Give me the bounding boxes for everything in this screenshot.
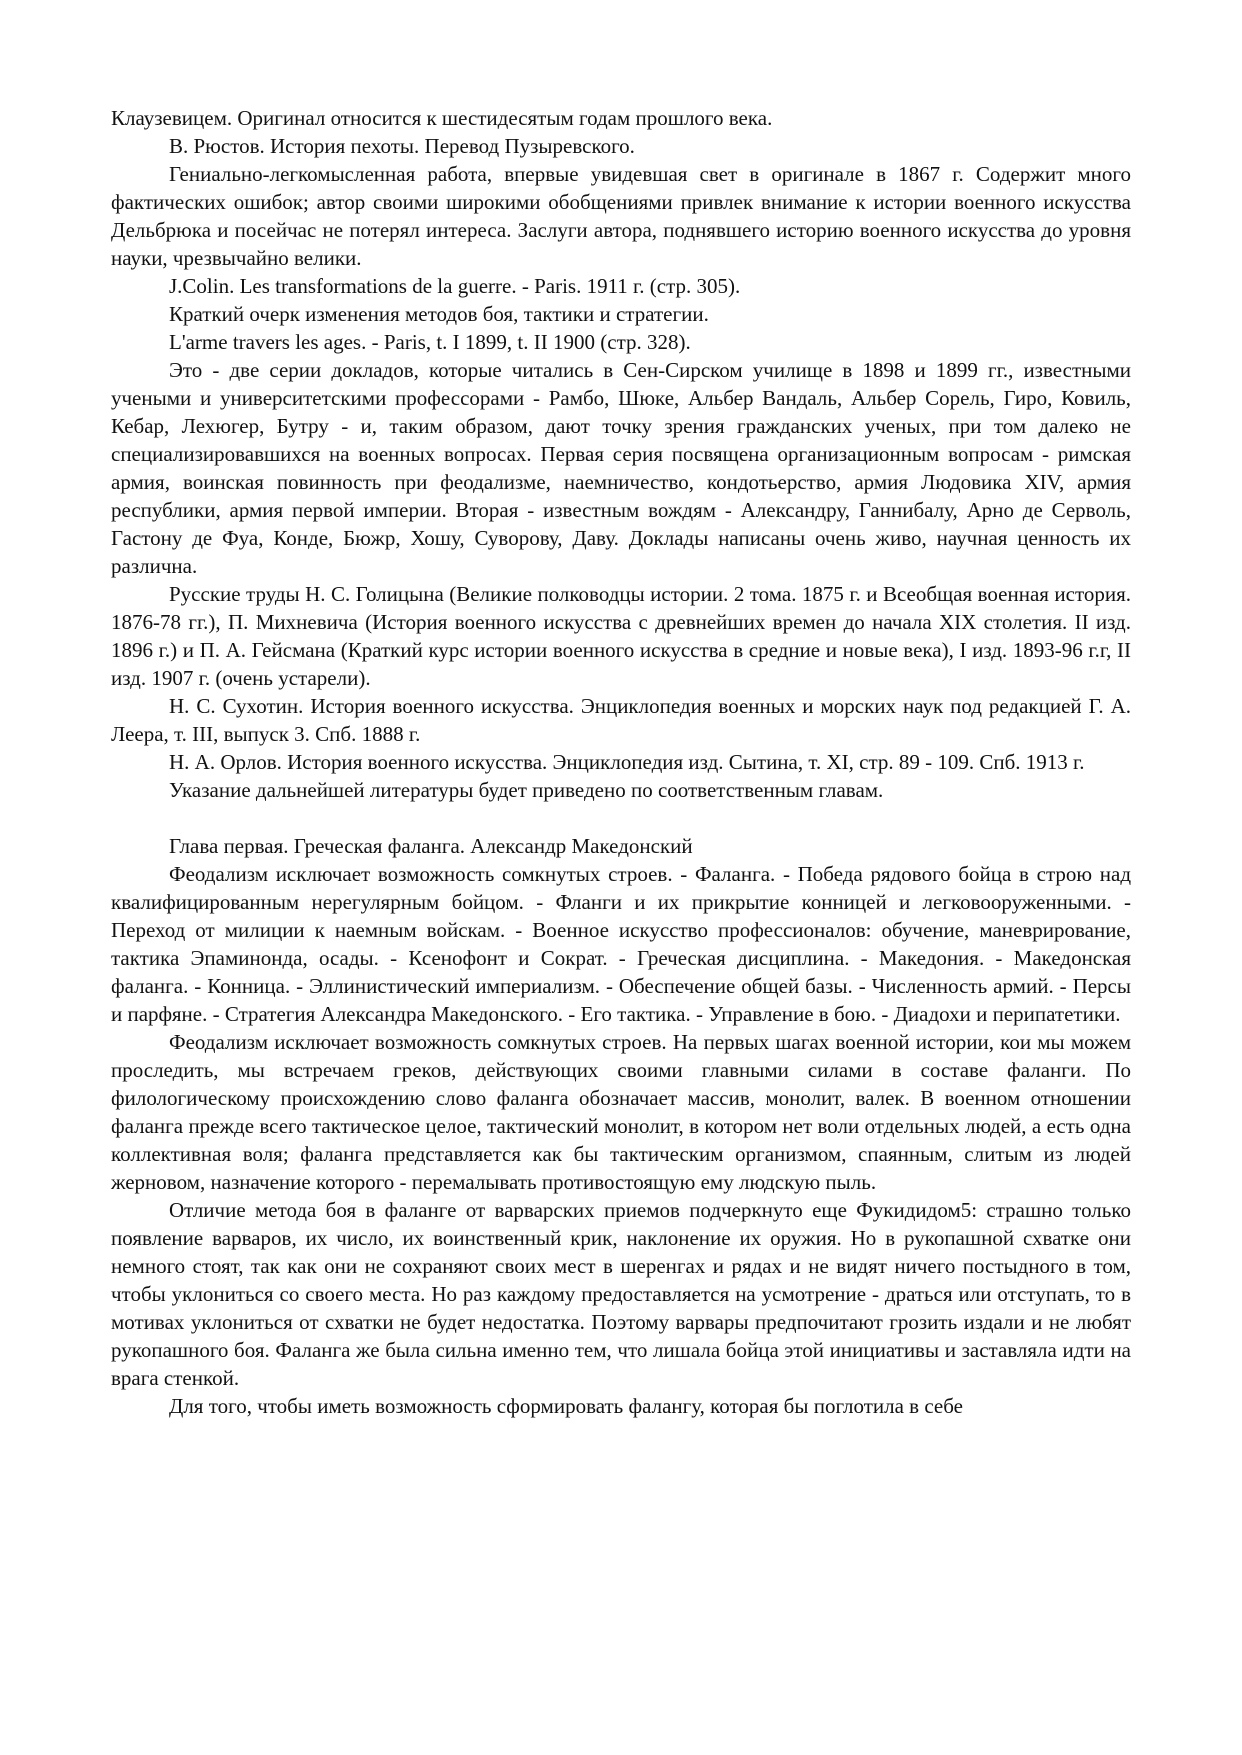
paragraph: Указание дальнейшей литературы будет приведено по соответственным главам. [169, 778, 884, 802]
document-page [111, 104, 1131, 1420]
paragraph: J.Colin. Les transformations de la guerre. - Paris. 1911 г. (стр. 305). [169, 274, 741, 298]
paragraph: Феодализм исключает возможность сомкнутых строев. На первых шагах военной истории, кои мы можем проследить, мы встречаем греков, действующих своими главными силами в составе фаланги. По филологическому происхождению слово фаланга обозначает массив, монолит, валек. В военном отношении фаланга прежде всего тактическое целое, тактический монолит, в котором нет воли отдельных людей, а есть одна коллективная воля; фаланга представляется как бы тактическим организмом, спаянным, слитым из людей жерновом, назначение которого - перемалывать противостоящую ему людскую пыль. [111, 1030, 1131, 1194]
paragraph: Отличие метода боя в фаланге от варварских приемов подчеркнуто еще Фукидидом5: страшно только появление варваров, их число, их воинственный крик, наклонение их оружия. Но в рукопашной схватке они немного стоят, так как они не сохраняют своих мест в шеренгах и рядах и не видят ничего постыдного в том, чтобы уклониться со своего места. Но раз каждому предоставляется на усмотрение - драться или отступать, то в мотивах уклониться от схватки не будет недостатка. Поэтому варвары предпочитают грозить издали и не любят рукопашного боя. Фаланга же была сильна именно тем, что лишала бойца этой инициативы и заставляла идти на врага стенкой. [111, 1198, 1131, 1390]
paragraph: Для того, чтобы иметь возможность сформировать фалангу, которая бы поглотила в себе [169, 1394, 963, 1418]
paragraph: Гениально-легкомысленная работа, впервые увидевшая свет в оригинале в 1867 г. Содержит много фактических ошибок; автор своими широкими обобщениями привлек внимание к истории военного искусства Дельбрюка и посейчас не потерял интереса. Заслуги автора, поднявшего историю военного искусства до уровня науки, чрезвычайно велики. [111, 162, 1131, 270]
chapter-heading: Глава первая. Греческая фаланга. Александр Македонский [169, 834, 693, 858]
paragraph: В. Рюстов. История пехоты. Перевод Пузыревского. [169, 134, 635, 158]
paragraph: Краткий очерк изменения методов боя, тактики и стратегии. [169, 302, 709, 326]
paragraph: Н. С. Сухотин. История военного искусства. Энциклопедия военных и морских наук под редакцией Г. А. Леера, т. III, выпуск 3. Спб. 1888 г. [111, 694, 1131, 746]
paragraph: Н. А. Орлов. История военного искусства. Энциклопедия изд. Сытина, т. XI, стр. 89 - 109. Спб. 1913 г. [169, 750, 1085, 774]
paragraph: Это - две серии докладов, которые читались в Сен-Сирском училище в 1898 и 1899 гг., известными учеными и университетскими профессорами - Рамбо, Шюке, Альбер Вандаль, Альбер Сорель, Гиро, Ковиль, Кебар, Лехюгер, Бутру - и, таким образом, дают точку зрения гражданских ученых, при том далеко не специализировавшихся на военных вопросах. Первая серия посвящена организационным вопросам - римская армия, воинская повинность при феодализме, наемничество, кондотьерство, армия Людовика XIV, армия республики, армия первой империи. Вторая - известным вождям - Александру, Ганнибалу, Арно де Серволь, Гастону де Фуа, Конде, Бюжр, Хошу, Суворову, Даву. Доклады написаны очень живо, научная ценность их различна. [111, 358, 1131, 578]
chapter-summary: Феодализм исключает возможность сомкнутых строев. - Фаланга. - Победа рядового бойца в строю над квалифицированным нерегулярным бойцом. - Фланги и их прикрытие конницей и легковооруженными. - Переход от милиции к наемным войскам. - Военное искусство профессионалов: обучение, маневрирование, тактика Эпаминонда, осады. - Ксенофонт и Сократ. - Греческая дисциплина. - Македония. - Македонская фаланга. - Конница. - Эллинистический империализм. - Обеспечение общей базы. - Численность армий. - Персы и парфяне. - Стратегия Александра Македонского. - Его тактика. - Управление в бою. - Диадохи и перипатетики. [111, 862, 1131, 1026]
paragraph: L'arme travers les ages. - Paris, t. I 1899, t. II 1900 (стр. 328). [169, 330, 691, 354]
paragraph: Русские труды Н. С. Голицына (Великие полководцы истории. 2 тома. 1875 г. и Всеобщая военная история. 1876-78 гг.), П. Михневича (История военного искусства с древнейших времен до начала XIX столетия. II изд. 1896 г.) и П. А. Гейсмана (Краткий курс истории военного искусства в средние и новые века), I изд. 1893-96 г.г, II изд. 1907 г. (очень устарели). [111, 582, 1131, 690]
paragraph: Клаузевицем. Оригинал относится к шестидесятым годам прошлого века. [111, 106, 773, 130]
